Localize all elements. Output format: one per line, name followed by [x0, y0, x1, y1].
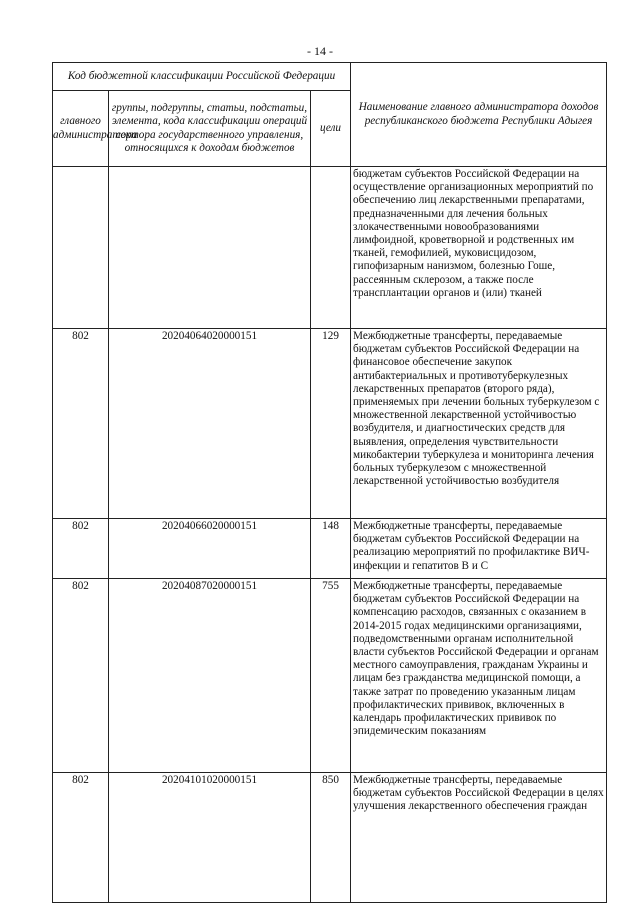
table-row: [53, 329, 607, 519]
revenue-name-cell: Межбюджетные трансферты, передаваемые бюджетам субъектов Российской Федерации в целях улучшения лекарственного обеспечения граждан: [351, 773, 607, 903]
revenue-name-cell: Межбюджетные трансферты, передаваемые бюджетам субъектов Российской Федерации на финансовое обеспечение закупок антибактериальных и противотуберкулезных лекарственных препаратов (второго ряда), применяемых при лечении больных туберкулезом с множественной лекарственной устойчивостью возбудителя, и диагностических средств для выявления, определения чувствительности микобактерии туберкулеза и мониторинга лечения больных туберкулезом с множественной лекарственной устойчивостью возбудителя: [351, 329, 607, 519]
classification-code-cell: 20204087020000151: [109, 579, 311, 773]
header-main-admin: главного администратора: [53, 91, 109, 167]
goal-code-cell: [311, 167, 351, 329]
admin-code-cell: 802: [53, 329, 109, 519]
revenue-name-cell: бюджетам субъектов Российской Федерации на осуществление организационных мероприятий по обеспечению лиц лекарственными препаратами, предназначенными для лечения больных злокачественными новообразованиями лимфоидной, кроветворной и родственных им тканей, гемофилией, муковисцидозом, гипофизарным нанизмом, болезнью Гоше, рассеянным склерозом, а также после трансплантации органов и (или) тканей: [351, 167, 607, 329]
classification-code-cell: [109, 167, 311, 329]
admin-code-cell: 802: [53, 579, 109, 773]
classification-code-cell: 20204064020000151: [109, 329, 311, 519]
classification-code-cell: 20204101020000151: [109, 773, 311, 903]
header-admin-name: Наименование главного администратора доходов республиканского бюджета Республики Адыгея: [351, 63, 607, 167]
goal-code-cell: 755: [311, 579, 351, 773]
table-row: [53, 167, 607, 329]
admin-code-cell: 802: [53, 519, 109, 579]
admin-code-cell: [53, 167, 109, 329]
goal-code-cell: 148: [311, 519, 351, 579]
revenue-name-cell: Межбюджетные трансферты, передаваемые бюджетам субъектов Российской Федерации на реализацию мероприятий по профилактике ВИЧ-инфекции и гепатитов В и С: [351, 519, 607, 579]
header-groups: группы, подгруппы, статьи, подстатьи, элемента, кода классификации операций сектора государственного управления, относящихся к доходам бюджетов: [109, 91, 311, 167]
goal-code-cell: 129: [311, 329, 351, 519]
table-row: [53, 773, 607, 903]
budget-classification-table: [52, 62, 607, 903]
goal-code-cell: 850: [311, 773, 351, 903]
table-row: [53, 579, 607, 773]
table-row: [53, 519, 607, 579]
page-number: - 14 -: [307, 44, 333, 58]
admin-code-cell: 802: [53, 773, 109, 903]
classification-code-cell: 20204066020000151: [109, 519, 311, 579]
header-goal: цели: [311, 91, 351, 167]
header-code-group: Код бюджетной классификации Российской Федерации: [53, 63, 351, 91]
revenue-name-cell: Межбюджетные трансферты, передаваемые бюджетам субъектов Российской Федерации на компенсацию расходов, связанных с оказанием в 2014-2015 годах медицинскими организациями, подведомственными органам исполнительной власти субъектов Российской Федерации и органам местного самоуправления, гражданам Украины и лицам без гражданства медицинской помощи, а также затрат по проведению указанным лицам профилактических прививок, включенных в календарь профилактических прививок по эпидемическим показаниям: [351, 579, 607, 773]
